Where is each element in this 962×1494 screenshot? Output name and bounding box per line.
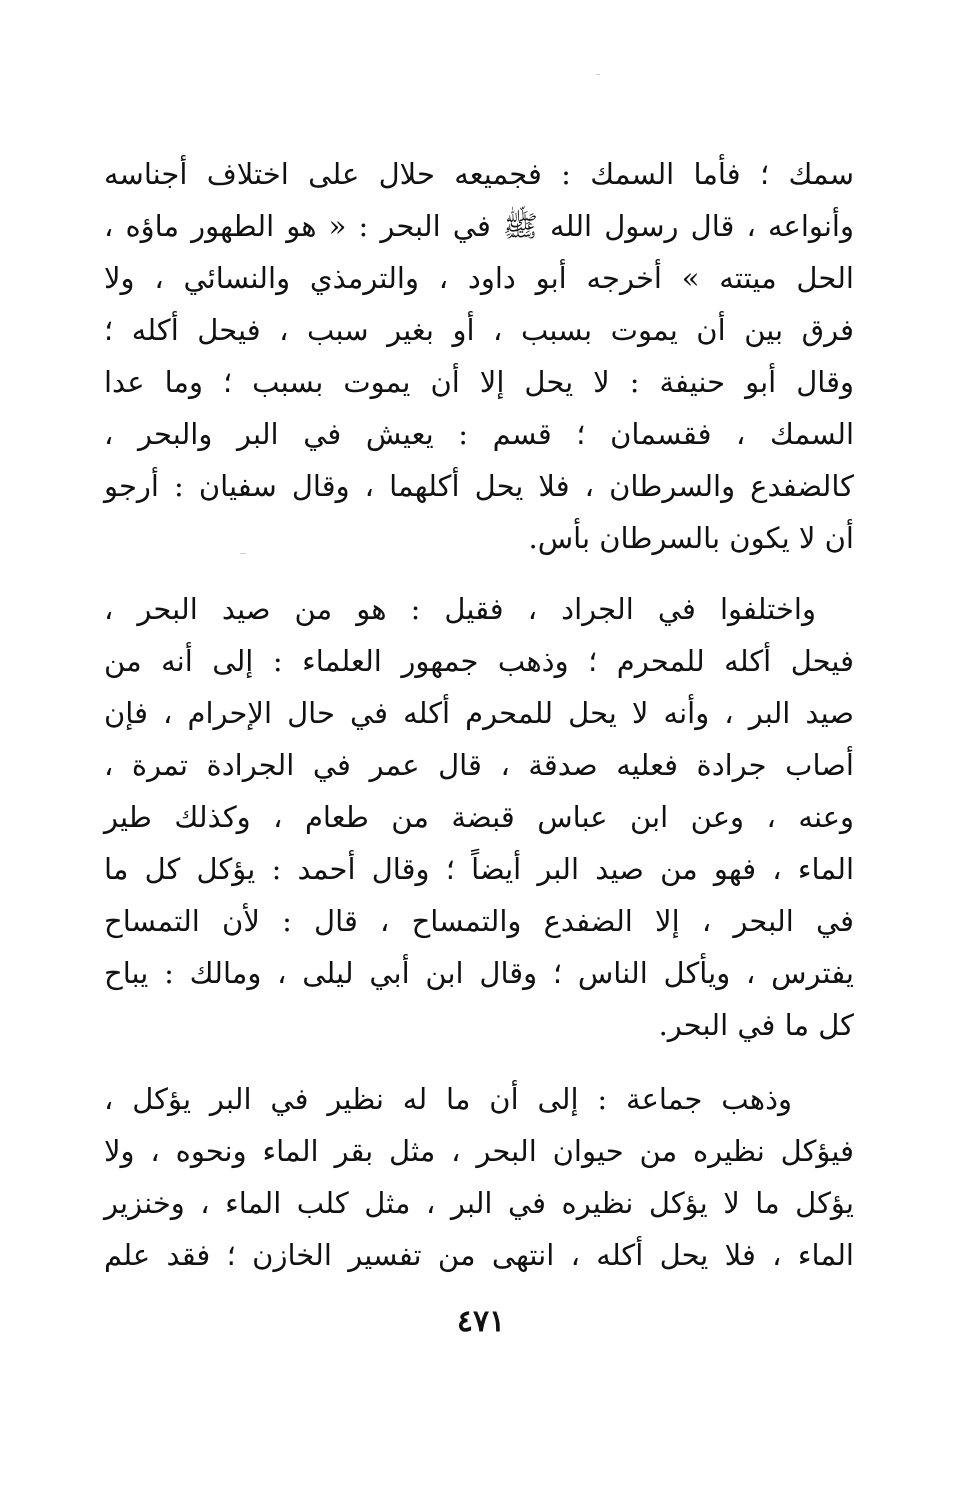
text-line: في البحر ، إلا الضفدع والتمساح ، قال : لأن التمساح (104, 904, 854, 938)
text-line: وأنواعه ، قال رسول الله ﷺ في البحر : « هو الطهور ماؤه ، (104, 209, 854, 243)
text-line: يفترس ، ويأكل الناس ؛ وقال ابن أبي ليلى ، ومالك : يباح (104, 956, 854, 990)
text-line: واختلفوا في الجراد ، فقيل : هو من صيد البحر ، (104, 592, 816, 626)
page-number: ٤٧١ (456, 1304, 506, 1339)
text-line: أصاب جرادة فعليه صدقة ، قال عمر في الجرادة تمرة ، (104, 748, 854, 782)
text-line: الماء ، فلا يحل أكله ، انتهى من تفسير الخازن ؛ فقد علم (104, 1238, 854, 1272)
text-line: الحل ميتته » أخرجه أبو داود ، والترمذي والنسائي ، ولا (104, 261, 854, 295)
text-line: سمك ؛ فأما السمك : فجميعه حلال على اختلاف أجناسه (104, 157, 854, 191)
text-line: السمك ، فقسمان ؛ قسم : يعيش في البر والبحر ، (104, 417, 854, 451)
text-line: صيد البر ، وأنه لا يحل للمحرم أكله في حال الإحرام ، فإن (104, 696, 854, 730)
paragraph-2 (104, 583, 854, 1051)
text-line: فيؤكل نظيره من حيوان البحر ، مثل بقر الماء ونحوه ، ولا (104, 1134, 854, 1168)
text-line: وعنه ، وعن ابن عباس قبضة من طعام ، وكذلك طير (104, 800, 854, 834)
paragraph-1 (104, 148, 854, 564)
text-line: كل ما في البحر. (658, 1008, 854, 1042)
text-line: وذهب جماعة : إلى أن ما له نظير في البر يؤكل ، (104, 1082, 792, 1116)
paragraph-3 (104, 1073, 854, 1281)
text-line: الماء ، فهو من صيد البر أيضاً ؛ وقال أحمد : يؤكل كل ما (104, 852, 854, 886)
scan-speck (596, 74, 600, 75)
text-line: أن لا يكون بالسرطان بأس. (528, 521, 854, 555)
text-line: كالضفدع والسرطان ، فلا يحل أكلهما ، وقال سفيان : أرجو (104, 469, 854, 503)
text-line: يؤكل ما لا يؤكل نظيره في البر ، مثل كلب الماء ، وخنزير (104, 1186, 854, 1220)
text-line: فرق بين أن يموت بسبب ، أو بغير سبب ، فيحل أكله ؛ (104, 313, 854, 347)
text-line: فيحل أكله للمحرم ؛ وذهب جمهور العلماء : إلى أنه من (104, 644, 854, 678)
text-line: وقال أبو حنيفة : لا يحل إلا أن يموت بسبب ؛ وما عدا (104, 365, 854, 399)
